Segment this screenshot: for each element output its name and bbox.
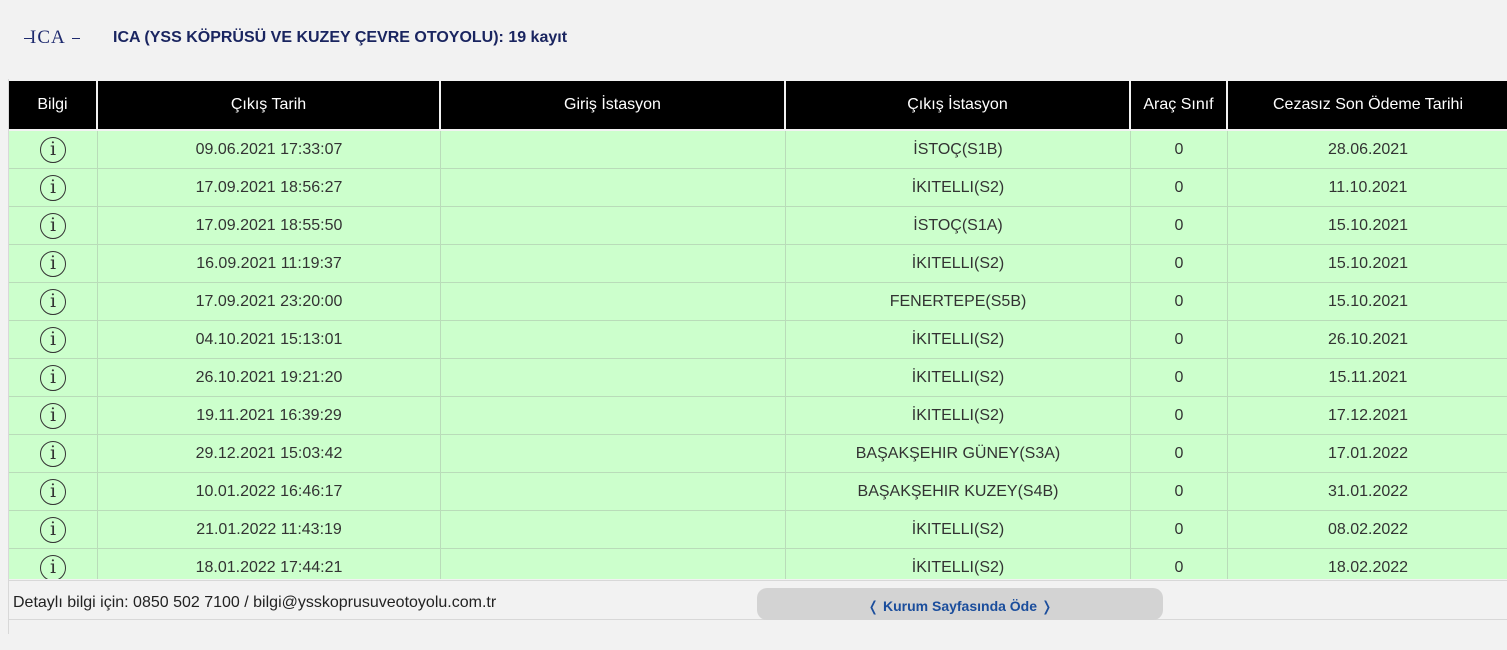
page-header	[0, 0, 1507, 78]
cell-vehicle-class: 0	[1131, 473, 1228, 511]
cell-info	[9, 549, 98, 579]
column-header-info: Bilgi	[9, 79, 98, 131]
cell-entry-station	[441, 245, 786, 283]
table-header-row	[9, 79, 1507, 131]
cell-info	[9, 169, 98, 207]
cell-exit-date: 26.10.2021 19:21:20	[98, 359, 441, 397]
cell-exit-station: İSTOÇ(S1A)	[786, 207, 1131, 245]
cell-info	[9, 473, 98, 511]
logo-text: ICA	[30, 27, 66, 48]
info-circle-icon[interactable]: i	[40, 251, 66, 277]
cell-exit-station: İKITELLI(S2)	[786, 511, 1131, 549]
cell-info	[9, 397, 98, 435]
info-circle-icon[interactable]: i	[40, 365, 66, 391]
results-panel	[8, 79, 1507, 634]
info-circle-icon[interactable]: i	[40, 441, 66, 467]
info-circle-icon[interactable]: i	[40, 479, 66, 505]
cell-entry-station	[441, 283, 786, 321]
cell-exit-date: 19.11.2021 16:39:29	[98, 397, 441, 435]
table-row	[9, 435, 1507, 473]
info-circle-icon[interactable]: i	[40, 289, 66, 315]
table-row	[9, 511, 1507, 549]
cell-vehicle-class: 0	[1131, 435, 1228, 473]
cell-due-date: 08.02.2022	[1228, 511, 1507, 549]
column-header-exit-date: Çıkış Tarih	[98, 79, 441, 131]
cell-info	[9, 245, 98, 283]
cell-exit-station: BAŞAKŞEHIR GÜNEY(S3A)	[786, 435, 1131, 473]
column-header-due-date: Cezasız Son Ödeme Tarihi	[1228, 79, 1507, 131]
cell-exit-station: FENERTEPE(S5B)	[786, 283, 1131, 321]
cell-exit-station: İKITELLI(S2)	[786, 359, 1131, 397]
table-row	[9, 359, 1507, 397]
cell-exit-date: 10.01.2022 16:46:17	[98, 473, 441, 511]
info-circle-icon[interactable]: i	[40, 403, 66, 429]
cell-vehicle-class: 0	[1131, 207, 1228, 245]
table-row	[9, 169, 1507, 207]
table-row	[9, 245, 1507, 283]
cell-exit-date: 17.09.2021 18:55:50	[98, 207, 441, 245]
footer	[9, 580, 1507, 620]
table-row	[9, 207, 1507, 245]
cell-due-date: 18.02.2022	[1228, 549, 1507, 579]
table-row	[9, 473, 1507, 511]
table-body	[9, 131, 1507, 579]
cell-due-date: 15.10.2021	[1228, 283, 1507, 321]
cell-info	[9, 435, 98, 473]
table-row	[9, 549, 1507, 579]
cell-exit-date: 18.01.2022 17:44:21	[98, 549, 441, 579]
cell-exit-date: 21.01.2022 11:43:19	[98, 511, 441, 549]
cell-due-date: 11.10.2021	[1228, 169, 1507, 207]
cell-entry-station	[441, 549, 786, 579]
cell-exit-date: 17.09.2021 23:20:00	[98, 283, 441, 321]
cell-vehicle-class: 0	[1131, 397, 1228, 435]
cell-entry-station	[441, 511, 786, 549]
cell-vehicle-class: 0	[1131, 283, 1228, 321]
info-circle-icon[interactable]: i	[40, 517, 66, 543]
cell-exit-date: 09.06.2021 17:33:07	[98, 131, 441, 169]
cell-exit-station: BAŞAKŞEHIR KUZEY(S4B)	[786, 473, 1131, 511]
cell-entry-station	[441, 131, 786, 169]
cell-exit-date: 29.12.2021 15:03:42	[98, 435, 441, 473]
column-header-exit-station: Çıkış İstasyon	[786, 79, 1131, 131]
table-row	[9, 321, 1507, 359]
page-title: ICA (YSS KÖPRÜSÜ VE KUZEY ÇEVRE OTOYOLU): 19 kayıt	[113, 29, 568, 46]
info-circle-icon[interactable]: i	[40, 213, 66, 239]
cell-info	[9, 207, 98, 245]
cell-info	[9, 321, 98, 359]
cell-due-date: 15.10.2021	[1228, 245, 1507, 283]
cell-exit-station: İKITELLI(S2)	[786, 321, 1131, 359]
cell-exit-date: 17.09.2021 18:56:27	[98, 169, 441, 207]
cell-entry-station	[441, 473, 786, 511]
cell-vehicle-class: 0	[1131, 245, 1228, 283]
cell-exit-station: İKITELLI(S2)	[786, 397, 1131, 435]
cell-info	[9, 131, 98, 169]
cell-due-date: 15.11.2021	[1228, 359, 1507, 397]
cell-entry-station	[441, 321, 786, 359]
cell-entry-station	[441, 359, 786, 397]
cell-exit-station: İKITELLI(S2)	[786, 549, 1131, 579]
cell-due-date: 17.12.2021	[1228, 397, 1507, 435]
cell-vehicle-class: 0	[1131, 131, 1228, 169]
cell-entry-station	[441, 435, 786, 473]
cell-vehicle-class: 0	[1131, 169, 1228, 207]
cell-exit-date: 16.09.2021 11:19:37	[98, 245, 441, 283]
cell-due-date: 26.10.2021	[1228, 321, 1507, 359]
cell-exit-station: İSTOÇ(S1B)	[786, 131, 1131, 169]
cell-entry-station	[441, 207, 786, 245]
pay-on-institution-page-button[interactable]: ❬ Kurum Sayfasında Öde ❭	[757, 588, 1163, 620]
cell-vehicle-class: 0	[1131, 359, 1228, 397]
info-circle-icon[interactable]: i	[40, 327, 66, 353]
cell-info	[9, 359, 98, 397]
cell-entry-station	[441, 169, 786, 207]
cell-due-date: 31.01.2022	[1228, 473, 1507, 511]
table-scroll-area[interactable]	[9, 79, 1507, 579]
info-circle-icon[interactable]: i	[40, 137, 66, 163]
column-header-entry-station: Giriş İstasyon	[441, 79, 786, 131]
cell-due-date: 15.10.2021	[1228, 207, 1507, 245]
cell-vehicle-class: 0	[1131, 549, 1228, 579]
cell-vehicle-class: 0	[1131, 511, 1228, 549]
cell-exit-station: İKITELLI(S2)	[786, 169, 1131, 207]
cell-due-date: 17.01.2022	[1228, 435, 1507, 473]
contact-info: Detaylı bilgi için: 0850 502 7100 / bilgi@ysskoprusuveotoyolu.com.tr	[13, 594, 497, 611]
info-circle-icon[interactable]: i	[40, 175, 66, 201]
table-row	[9, 131, 1507, 169]
cell-vehicle-class: 0	[1131, 321, 1228, 359]
table-row	[9, 397, 1507, 435]
toll-records-table	[9, 79, 1507, 579]
info-circle-icon[interactable]: i	[40, 555, 66, 580]
cell-info	[9, 283, 98, 321]
cell-due-date: 28.06.2021	[1228, 131, 1507, 169]
cell-exit-station: İKITELLI(S2)	[786, 245, 1131, 283]
column-header-vehicle-class: Araç Sınıf	[1131, 79, 1228, 131]
cell-entry-station	[441, 397, 786, 435]
ica-logo	[24, 26, 82, 50]
table-row	[9, 283, 1507, 321]
cell-exit-date: 04.10.2021 15:13:01	[98, 321, 441, 359]
cell-info	[9, 511, 98, 549]
